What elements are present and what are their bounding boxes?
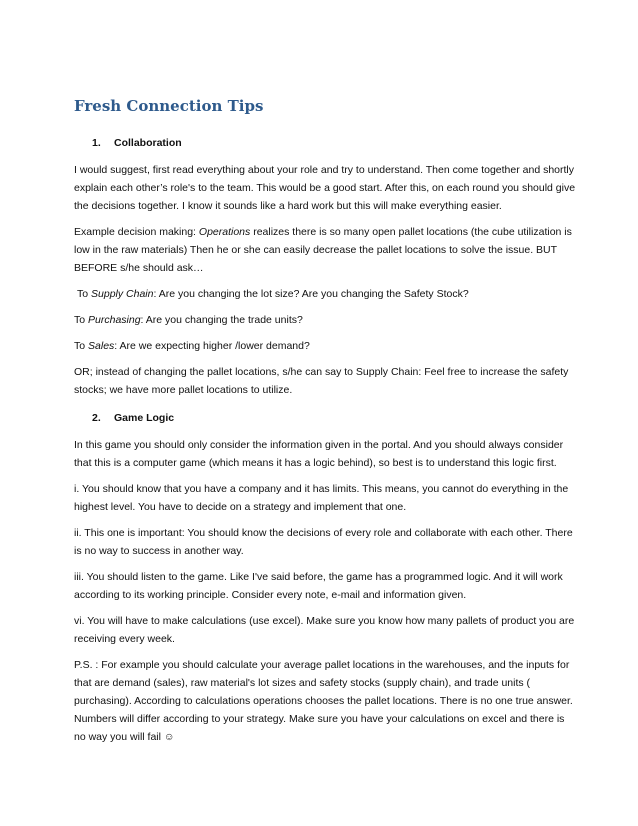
game-logic-intro: In this game you should only consider the information given in the portal. And you should always consider that this is a computer game (which means it has a logic behind), so best is to understand this logic first. <box>74 439 564 469</box>
game-logic-point-ii: ii. This one is important: You should know the decisions of every role and collaborate with each other. There is no way to success in another way. <box>74 527 573 557</box>
game-logic-point-iii: iii. You should listen to the game. Like I've said before, the game has a programmed logic. And it will work according to its working principle. Consider every note, e-mail and information given. <box>74 571 563 601</box>
example-text-end: realizes there is so many open pallet locations (the cube utilization is low in the raw materials) Then he or she can easily decrease the pallet locations to solve the issue. BUT BEFORE s/he should ask… <box>74 226 572 274</box>
question-supply-chain <box>74 285 576 303</box>
game-logic-ps: P.S. : For example you should calculate your average pallet locations in the warehouses, and the inputs for that are demand (sales), raw material's lot sizes and safety stocks (supply chain), and trade units ( purchasing). According to calculations operations chooses the pallet locations. There is no one true answer. Numbers will differ according to your strategy. Make sure you have your calculations on excel and there is no way you will fail ☺ <box>74 659 573 743</box>
question-to: To <box>74 340 89 352</box>
question-text: : Are you changing the lot size? Are you changing the Safety Stock? <box>153 288 469 300</box>
section-heading-text: Collaboration <box>114 137 182 149</box>
example-paragraph <box>74 223 576 277</box>
question-role: Purchasing <box>88 314 141 326</box>
page-title: Fresh Connection Tips <box>74 97 264 115</box>
question-text: : Are we expecting higher /lower demand? <box>114 340 310 352</box>
question-role: Supply Chain <box>91 288 154 300</box>
example-text-start: Example decision making: <box>74 226 199 238</box>
section-number: 2. <box>92 412 101 424</box>
alternative-paragraph: OR; instead of changing the pallet locations, s/he can say to Supply Chain: Feel free to increase the safety stocks; we have more pallet locations to utilize. <box>74 366 569 396</box>
section-heading-text: Game Logic <box>114 412 175 424</box>
question-purchasing <box>74 311 576 329</box>
section-number: 1. <box>92 137 101 149</box>
game-logic-point-i: i. You should know that you have a company and it has limits. This means, you cannot do everything in the highest level. You have to decide on a strategy and implement that one. <box>74 483 569 513</box>
game-logic-point-vi: vi. You will have to make calculations (use excel). Make sure you know how many pallets of product you are receiving every week. <box>74 615 575 645</box>
question-text: : Are you changing the trade units? <box>140 314 303 326</box>
question-role: Sales <box>88 340 115 352</box>
question-to: To <box>74 314 89 326</box>
example-role: Operations <box>198 226 251 238</box>
section-heading-game-logic <box>92 411 576 425</box>
section-heading-collaboration <box>92 136 576 150</box>
collaboration-paragraph: I would suggest, first read everything about your role and try to understand. Then come together and shortly explain each other’s role's to the team. This would be a good start. After this, on each round you should give the decisions together. I know it sounds like a hard work but this will make everything easier. <box>74 164 576 212</box>
question-sales <box>74 337 576 355</box>
question-to: To <box>77 288 92 300</box>
